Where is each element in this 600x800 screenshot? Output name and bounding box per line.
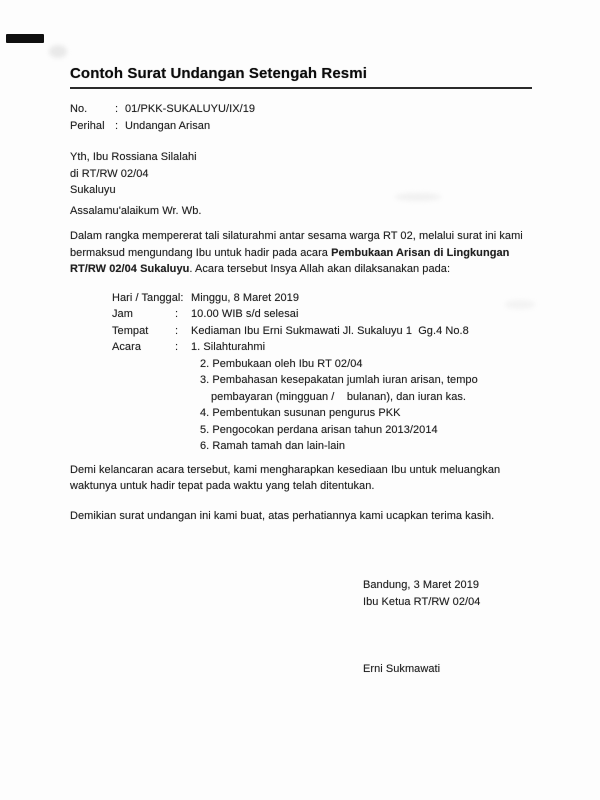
agenda-item-3: 3. Pembahasan kesepakatan jumlah iuran arisan, tempo (200, 374, 478, 386)
letter-number-row (70, 101, 545, 118)
title-underline (70, 87, 532, 89)
agenda-label: Acara (112, 341, 141, 353)
page-title: Contoh Surat Undangan Setengah Resmi (70, 65, 367, 82)
signature-role: Ibu Ketua RT/RW 02/04 (363, 595, 481, 608)
letter-subject-colon: : (115, 119, 119, 132)
agenda-item-3-continued: pembayaran (mingguan / bulanan), dan iuran kas. (211, 390, 467, 403)
opening-paragraph (70, 228, 545, 278)
recipient-name: Yth, Ibu Rossiana Silalahi (70, 151, 197, 163)
letter-number-colon: : (115, 103, 119, 115)
recipient-address: di RT/RW 02/04 (70, 167, 149, 180)
detail-row-date (112, 290, 545, 307)
signature-block (363, 577, 545, 678)
event-location-bold: RT/RW 02/04 Sukaluyu (70, 263, 190, 275)
scan-artifact-smudge (49, 45, 67, 58)
signature-name: Erni Sukmawati (363, 663, 441, 675)
time-label: Jam (112, 308, 133, 320)
letter-subject-value: Undangan Arisan (125, 119, 211, 132)
salutation: Assalamu'alaikum Wr. Wb. (70, 204, 202, 217)
detail-row-time (112, 306, 545, 323)
recipient-block (70, 149, 545, 199)
date-label: Hari / Tanggal (112, 291, 181, 304)
opening-line-3: RT/RW 02/04 Sukaluyu. Acara tersebut Insya Allah akan dilaksanakan pada: (70, 263, 451, 275)
letter-subject-row (70, 118, 545, 135)
agenda-item-5: 5. Pengocokan perdana arisan tahun 2013/2014 (200, 423, 438, 436)
opening-line-2: bermaksud mengundang Ibu untuk hadir pada acara Pembukaan Arisan di Lingkungan (70, 246, 510, 259)
recipient-area: Sukaluyu (70, 184, 116, 196)
time-colon: : (175, 308, 179, 320)
letter-number-value: 01/PKK-SUKALUYU/IX/19 (125, 103, 256, 115)
signature-place-date: Bandung, 3 Maret 2019 (363, 579, 480, 591)
detail-row-agenda (112, 339, 545, 356)
place-value: Kediaman Ibu Erni Sukmawati Jl. Sukaluyu 1 Gg.4 No.8 (191, 324, 469, 337)
agenda-item-6: 6. Ramah tamah dan lain-lain (200, 440, 346, 452)
closing-paragraph-2: Demikian surat undangan ini kami buat, atas perhatiannya kami ucapkan terima kasih. (70, 509, 495, 522)
letter-subject-label: Perihal (70, 119, 105, 132)
date-value: Minggu, 8 Maret 2019 (191, 291, 300, 304)
opening-line-1: Dalam rangka mempererat tali silaturahmi antar sesama warga RT 02, melalui surat ini kami (70, 230, 523, 242)
date-colon: : (180, 291, 184, 304)
letter-content (70, 64, 545, 678)
event-name-bold: Pembukaan Arisan di Lingkungan (331, 246, 510, 259)
letter-number-label: No. (70, 103, 88, 115)
closing-paragraph-1: Demi kelancaran acara tersebut, kami mengharapkan kesediaan Ibu untuk meluangkan waktunya untuk hadir tepat pada waktu yang telah ditentukan. (70, 463, 501, 492)
agenda-list (200, 356, 545, 455)
agenda-item-4: 4. Pembentukan susunan pengurus PKK (200, 407, 401, 419)
time-value: 10.00 WIB s/d selesai (191, 308, 299, 320)
agenda-colon: : (175, 341, 179, 353)
place-colon: : (175, 324, 179, 337)
scan-artifact-dash (6, 34, 44, 43)
place-label: Tempat (112, 324, 149, 337)
event-details (112, 290, 545, 356)
detail-row-place (112, 323, 545, 340)
agenda-item-2: 2. Pembukaan oleh Ibu RT 02/04 (200, 357, 363, 370)
letter-meta (70, 101, 545, 134)
agenda-item-1: 1. Silahturahmi (191, 341, 266, 353)
